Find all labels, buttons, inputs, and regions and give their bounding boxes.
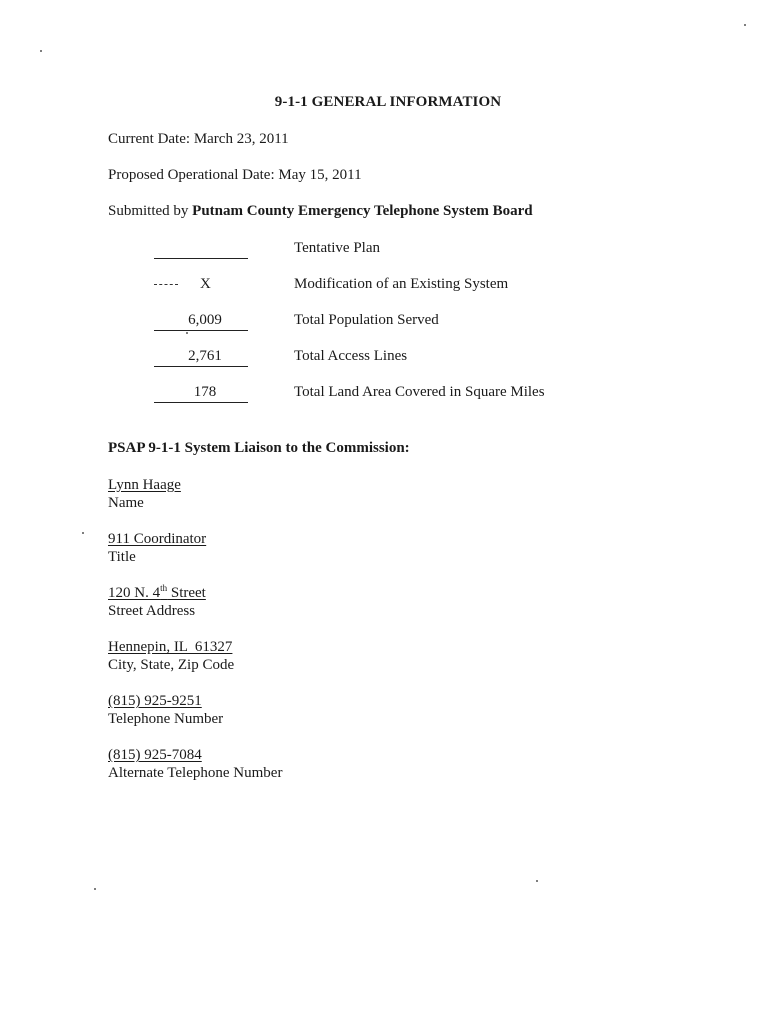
- submitted-by-line: [108, 203, 533, 220]
- contact-alt-phone-field: [108, 746, 282, 782]
- contact-name-value: Lynn Haage: [108, 477, 181, 493]
- contact-name-field: [108, 476, 181, 512]
- submitted-by-label: Submitted by: [108, 203, 189, 219]
- plan-value: 6,009: [154, 312, 248, 331]
- contact-title-label: Title: [108, 549, 136, 565]
- operational-date-label: Proposed Operational Date:: [108, 167, 275, 183]
- contact-city-value: Hennepin, IL 61327: [108, 639, 233, 655]
- plan-row-land-area: [0, 384, 770, 406]
- contact-street-field: [108, 584, 206, 620]
- submitted-by-value: Putnam County Emergency Telephone System Board: [192, 203, 533, 219]
- plan-value: 178: [154, 384, 248, 403]
- contact-phone-field: [108, 692, 223, 728]
- scan-speck: [40, 50, 42, 52]
- liaison-heading: PSAP 9-1-1 System Liaison to the Commission:: [108, 440, 410, 456]
- scan-speck: [186, 332, 188, 334]
- plan-row-modification: [0, 276, 770, 298]
- plan-mark: X: [200, 276, 211, 292]
- contact-city-field: [108, 638, 234, 674]
- current-date-value: March 23, 2011: [193, 131, 289, 147]
- contact-title-value: 911 Coordinator: [108, 531, 207, 547]
- contact-alt-phone-value: (815) 925-7084: [108, 747, 202, 763]
- contact-alt-phone-label: Alternate Telephone Number: [108, 765, 283, 781]
- plan-label: Tentative Plan: [294, 240, 381, 256]
- plan-label: Total Land Area Covered in Square Miles: [294, 384, 545, 400]
- contact-title-field: [108, 530, 206, 566]
- scan-speck: [82, 532, 84, 534]
- plan-row-access-lines: [0, 348, 770, 370]
- current-date-line: [108, 131, 289, 148]
- contact-street-label: Street Address: [108, 603, 196, 619]
- scan-speck: [744, 24, 746, 26]
- plan-label: Modification of an Existing System: [294, 276, 509, 292]
- contact-street-value: 120 N. 4th Street: [108, 583, 206, 601]
- scan-speck: [536, 880, 538, 882]
- contact-name-label: Name: [108, 495, 144, 511]
- plan-label: Total Population Served: [294, 312, 439, 328]
- operational-date-value: May 15, 2011: [278, 167, 362, 183]
- plan-row-tentative: [0, 240, 770, 262]
- current-date-label: Current Date:: [108, 131, 191, 147]
- plan-blank: [154, 240, 248, 259]
- contact-city-label: City, State, Zip Code: [108, 657, 235, 673]
- plan-blank-dashed: [154, 284, 178, 285]
- document-title: 9-1-1 GENERAL INFORMATION: [274, 94, 502, 110]
- scan-speck: [94, 888, 96, 890]
- operational-date-line: [108, 167, 362, 184]
- plan-row-population: [0, 312, 770, 334]
- contact-phone-value: (815) 925-9251: [108, 693, 202, 709]
- plan-label: Total Access Lines: [294, 348, 408, 364]
- contact-phone-label: Telephone Number: [108, 711, 224, 727]
- plan-value: 2,761: [154, 348, 248, 367]
